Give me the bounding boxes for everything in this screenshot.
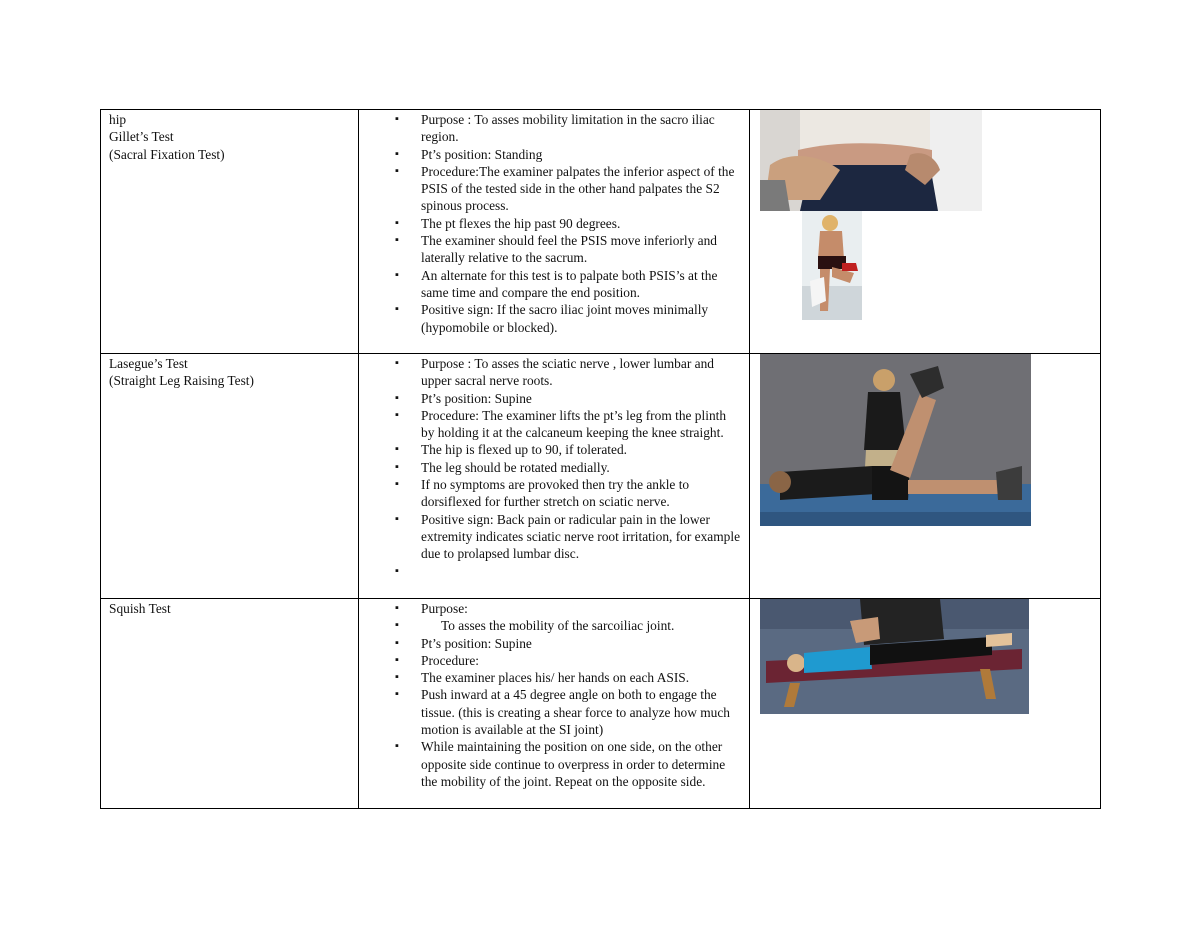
bullet-icon: ▪ xyxy=(395,268,399,281)
list-item: ▪ The examiner places his/ her hands on each ASIS. xyxy=(395,670,690,686)
list-item: ▪ While maintaining the position on one side, on the other opposite side continue to overpress in order to determine the mobility of the joint. Repeat on the opposite side. xyxy=(395,739,726,789)
list-item: ▪ Positive sign: If the sacro iliac joint moves minimally (hypomobile or blocked). xyxy=(395,302,709,335)
table-row xyxy=(101,110,1101,354)
procedure-cell xyxy=(359,599,750,809)
image-cell xyxy=(750,599,1101,809)
bullet-icon: ▪ xyxy=(395,357,399,369)
procedure-cell xyxy=(359,110,750,354)
bullet-icon: ▪ xyxy=(395,478,399,491)
bullet-icon: ▪ xyxy=(395,564,399,577)
bullet-icon: ▪ xyxy=(395,391,399,404)
list-item: ▪ To asses the mobility of the sarcoiliac joint. xyxy=(395,618,675,634)
list-item: ▪ The pt flexes the hip past 90 degrees. xyxy=(395,215,621,231)
test-name-cell xyxy=(101,354,359,599)
bullet-icon: ▪ xyxy=(395,408,399,421)
bullet-icon: ▪ xyxy=(395,164,399,177)
test-name-cell xyxy=(101,110,359,354)
list-item: ▪ If no symptoms are provoked then try the ankle to dorsiflexed for further stretch on sciatic nerve. xyxy=(395,477,690,510)
test-name: Gillet’s Test xyxy=(109,129,174,145)
photo-straight-leg-raise xyxy=(760,354,1031,526)
list-item: ▪ An alternate for this test is to palpate both PSIS’s at the same time and compare the end position. xyxy=(395,267,718,300)
list-item: ▪ Push inward at a 45 degree angle on both to engage the tissue. (this is creating a shear force to analyze how much motion is available at the SI joint) xyxy=(395,687,730,738)
list-item: ▪ Pt’s position: Standing xyxy=(395,146,543,162)
bullet-icon: ▪ xyxy=(395,740,399,753)
list-item: ▪ Procedure: The examiner lifts the pt’s leg from the plinth by holding it at the calcaneum keeping the knee straight. xyxy=(395,407,727,441)
bullet-icon: ▪ xyxy=(395,303,399,316)
procedure-list xyxy=(359,599,749,790)
bullet-icon: ▪ xyxy=(395,216,399,229)
special-tests-table xyxy=(100,109,1101,809)
list-item: ▪ The examiner should feel the PSIS move inferiorly and laterally relative to the sacrum. xyxy=(395,233,718,266)
procedure-list xyxy=(359,354,749,580)
table-row xyxy=(101,354,1101,599)
list-item: ▪ Procedure:The examiner palpates the inferior aspect of the PSIS of the tested side in the other hand palpates the S2 spinous process. xyxy=(395,163,735,214)
bullet-icon: ▪ xyxy=(395,602,399,614)
bullet-icon: ▪ xyxy=(395,619,399,632)
test-alt-name: (Sacral Fixation Test) xyxy=(109,146,225,162)
list-item: ▪ Positive sign: Back pain or radicular pain in the lower extremity indicates sciatic nerve root irritation, for example due to prolapsed lumbar disc. xyxy=(395,511,741,562)
bullet-icon: ▪ xyxy=(395,653,399,666)
bullet-icon: ▪ xyxy=(395,113,399,125)
list-item: ▪ The leg should be rotated medially. xyxy=(395,459,610,475)
list-item: ▪ Pt’s position: Supine xyxy=(395,635,532,651)
test-name: Squish Test xyxy=(109,601,171,616)
list-item xyxy=(359,563,741,580)
procedure-cell xyxy=(359,354,750,599)
bullet-icon: ▪ xyxy=(395,512,399,525)
photo-standing-hip-flexion xyxy=(802,211,862,320)
bullet-icon: ▪ xyxy=(395,671,399,684)
list-item: ▪ The hip is flexed up to 90, if tolerated. xyxy=(395,442,628,458)
test-name-cell xyxy=(101,599,359,809)
list-item: ▪ Pt’s position: Supine xyxy=(395,390,532,406)
list-item: ▪ Procedure: xyxy=(395,652,480,668)
image-cell xyxy=(750,354,1101,599)
bullet-icon: ▪ xyxy=(395,234,399,247)
image-cell xyxy=(750,110,1101,354)
list-item: ▪ Purpose : To asses mobility limitation in the sacro iliac region. xyxy=(395,112,715,145)
table-row xyxy=(101,599,1101,809)
photo-squish-test-on-table xyxy=(760,599,1029,714)
test-name: Lasegue’s Test xyxy=(109,356,188,371)
photo-palpation-of-lower-back xyxy=(760,110,982,211)
bullet-icon: ▪ xyxy=(395,443,399,456)
list-item: ▪ Purpose : To asses the sciatic nerve , lower lumbar and upper sacral nerve roots. xyxy=(395,356,714,389)
bullet-icon: ▪ xyxy=(395,460,399,473)
region-label: hip xyxy=(109,112,127,127)
bullet-icon: ▪ xyxy=(395,688,399,701)
bullet-icon: ▪ xyxy=(395,636,399,649)
test-alt-name: (Straight Leg Raising Test) xyxy=(109,373,254,389)
bullet-icon: ▪ xyxy=(395,147,399,160)
procedure-list xyxy=(359,110,749,336)
list-item: ▪ Purpose: xyxy=(395,601,468,616)
